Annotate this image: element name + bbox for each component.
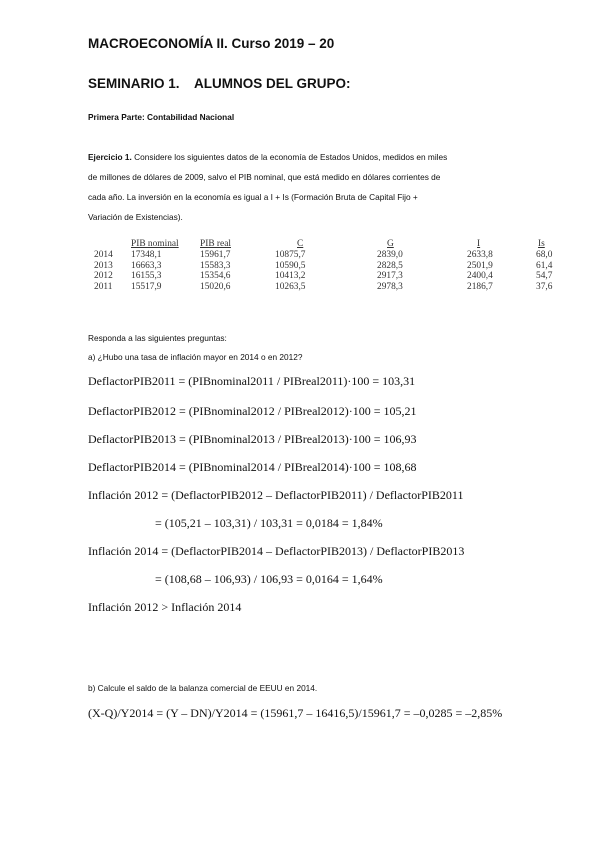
inflation-2012-result: = (105,21 – 103,31) / 103,31 = 0,0184 = 1,84% xyxy=(155,516,383,530)
table-cell: 2186,7 xyxy=(467,281,493,292)
table-cell: 2011 xyxy=(94,281,113,292)
exercise-line-1 xyxy=(88,152,447,162)
document-title: MACROECONOMÍA II. Curso 2019 – 20 xyxy=(88,36,335,51)
table-row xyxy=(94,271,568,282)
exercise-text: Considere los siguientes datos de la economía de Estados Unidos, medidos en miles xyxy=(131,152,448,162)
deflator-2013: DeflactorPIB2013 = (PIBnominal2013 / PIBreal2013)·100 = 106,93 xyxy=(88,432,417,446)
exercise-line-2: de millones de dólares de 2009, salvo el PIB nominal, que está medido en dólares corrientes de xyxy=(88,172,441,182)
table-cell: 68,0 xyxy=(536,250,553,260)
seminar-title: SEMINARIO 1. ALUMNOS DEL GRUPO: xyxy=(88,76,351,91)
table-header: PIB nominal xyxy=(131,239,179,249)
table-cell: 2400,4 xyxy=(467,271,493,281)
data-table xyxy=(94,238,568,292)
table-cell: 16155,3 xyxy=(131,271,162,281)
table-cell: 2978,3 xyxy=(377,281,403,292)
exercise-line-3: cada año. La inversión en la economía es igual a I + Is (Formación Bruta de Capital Fijo + xyxy=(88,192,418,202)
table-header: I xyxy=(477,239,481,249)
table-cell: 2501,9 xyxy=(467,260,493,271)
inflation-conclusion: Inflación 2012 > Inflación 2014 xyxy=(88,600,242,614)
table-row xyxy=(94,250,568,261)
questions-intro: Responda a las siguientes preguntas: xyxy=(88,333,227,343)
inflation-2014-formula: Inflación 2014 = (DeflactorPIB2014 – DeflactorPIB2013) / DeflactorPIB2013 xyxy=(88,544,465,558)
table-cell: 2014 xyxy=(94,250,113,260)
table-header: G xyxy=(387,239,394,249)
deflator-2014: DeflactorPIB2014 = (PIBnominal2014 / PIBreal2014)·100 = 108,68 xyxy=(88,460,417,474)
table-cell: 16663,3 xyxy=(131,260,162,271)
table-cell: 10875,7 xyxy=(275,250,306,260)
table-cell: 2917,3 xyxy=(377,271,403,281)
table-header xyxy=(94,238,131,250)
table-header: C xyxy=(297,239,304,249)
table-row xyxy=(94,282,568,293)
question-b: b) Calcule el saldo de la balanza comercial de EEUU en 2014. xyxy=(88,683,318,693)
table-cell: 2828,5 xyxy=(377,260,403,271)
trade-balance-equation: (X-Q)/Y2014 = (Y – DN)/Y2014 = (15961,7 – 16416,5)/15961,7 = –0,0285 = –2,85% xyxy=(88,706,503,720)
table-cell: 15961,7 xyxy=(200,250,231,260)
exercise-label: Ejercicio 1. xyxy=(88,152,132,162)
table-cell: 2633,8 xyxy=(467,250,493,260)
table-cell: 10263,5 xyxy=(275,281,306,292)
table-row xyxy=(94,261,568,272)
table-cell: 15583,3 xyxy=(200,260,231,271)
table-cell: 37,6 xyxy=(536,281,553,292)
table-cell: 10590,5 xyxy=(275,260,306,271)
inflation-2014-result: = (108,68 – 106,93) / 106,93 = 0,0164 = 1,64% xyxy=(155,572,383,586)
table-cell: 2839,0 xyxy=(377,250,403,260)
table-cell: 15020,6 xyxy=(200,281,231,292)
table-cell: 15354,6 xyxy=(200,271,231,281)
deflator-2011: DeflactorPIB2011 = (PIBnominal2011 / PIBreal2011)·100 = 103,31 xyxy=(88,374,416,388)
inflation-2012-formula: Inflación 2012 = (DeflactorPIB2012 – DeflactorPIB2011) / DeflactorPIB2011 xyxy=(88,488,464,502)
table-cell: 2013 xyxy=(94,260,113,271)
table-cell: 17348,1 xyxy=(131,250,162,260)
table-cell: 2012 xyxy=(94,271,113,281)
table-cell: 61,4 xyxy=(536,260,553,271)
table-cell: 54,7 xyxy=(536,271,553,281)
table-cell: 15517,9 xyxy=(131,281,162,292)
exercise-line-4: Variación de Existencias). xyxy=(88,212,183,222)
table-header: Is xyxy=(538,239,545,249)
section-heading: Primera Parte: Contabilidad Nacional xyxy=(88,112,235,122)
table-header-row xyxy=(94,238,568,250)
question-a: a) ¿Hubo una tasa de inflación mayor en 2014 o en 2012? xyxy=(88,352,303,362)
table-header: PIB real xyxy=(200,239,231,249)
deflator-2012: DeflactorPIB2012 = (PIBnominal2012 / PIBreal2012)·100 = 105,21 xyxy=(88,404,417,418)
table-cell: 10413,2 xyxy=(275,271,306,281)
